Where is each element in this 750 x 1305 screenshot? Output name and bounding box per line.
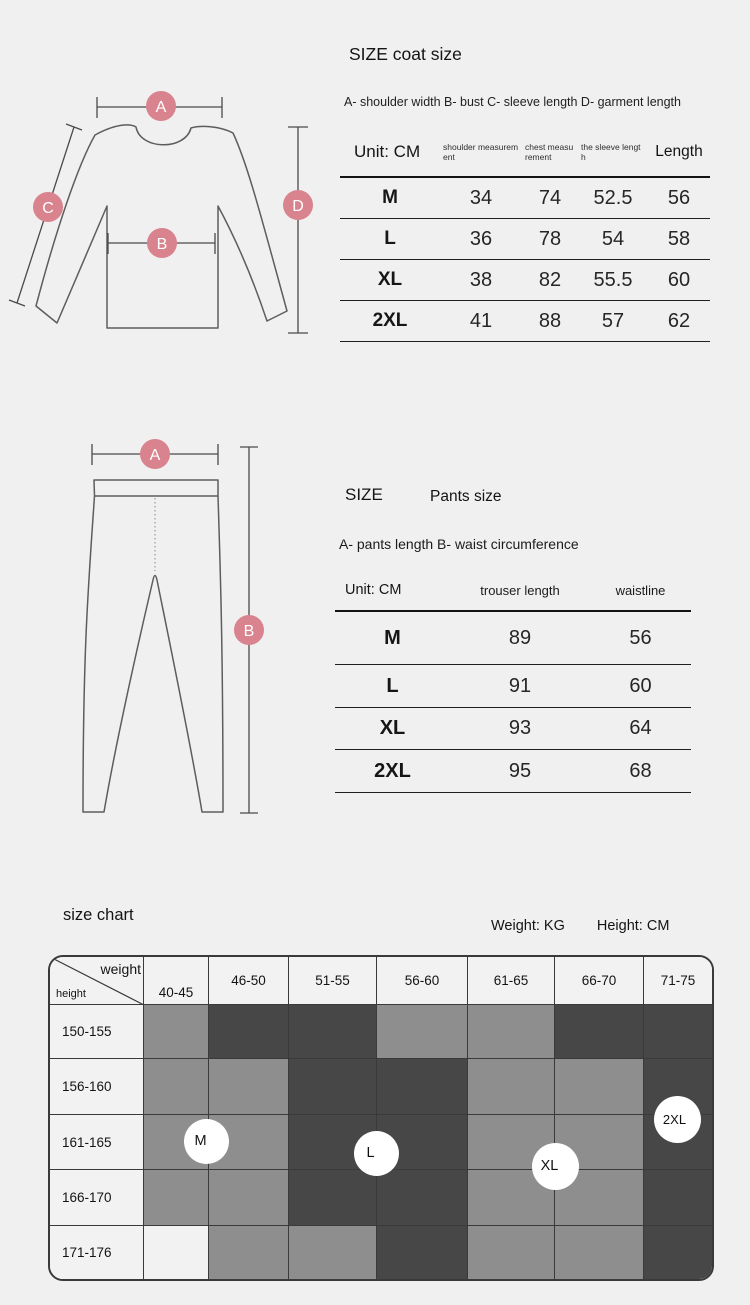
coat-column-length: Length [655, 143, 703, 160]
coat-row-value: 34 [469, 186, 493, 209]
coat-row-value: 82 [538, 268, 562, 291]
height-row-header: 171-176 [50, 1226, 144, 1279]
coat-row-size-label: L [384, 228, 396, 249]
size-grid-cell [289, 1005, 377, 1059]
label-b-marker [147, 228, 177, 258]
size-grid-cell [377, 1005, 468, 1059]
size-grid-cell [644, 1226, 712, 1279]
size-grid-cell [555, 1059, 644, 1115]
size-grid-row [50, 1170, 712, 1226]
corner-weight-label: weight [100, 961, 141, 977]
label-b-marker [234, 615, 264, 645]
label-d-marker [283, 190, 313, 220]
coat-column-chest: chest measurement [525, 141, 574, 162]
coat-row-size-label: M [382, 187, 398, 208]
pants-column-trouser-length: trouser length [480, 582, 560, 598]
size-grid-row [50, 1005, 712, 1059]
pants-row-size-label: M [384, 626, 401, 649]
weight-height-corner-cell [50, 957, 144, 1005]
coat-row-value: 58 [667, 227, 691, 250]
label-c-marker [33, 192, 63, 222]
weight-column-header: 46-50 [209, 957, 289, 1005]
weight-unit-label: Weight: KG [491, 918, 565, 934]
coat-size-legend: A- shoulder width B- bust C- sleeve length D- garment length [344, 95, 681, 109]
label-a-marker [140, 439, 170, 469]
size-grid-cell [289, 1226, 377, 1279]
coat-column-shoulder: shoulder measurement [443, 141, 519, 162]
coat-table-row [340, 219, 710, 260]
coat-table-header [340, 128, 710, 178]
pants-measurement-diagram [0, 440, 300, 832]
size-grid-cell [377, 1170, 468, 1226]
pants-size-title: SIZE [345, 485, 383, 504]
size-grid-cell [209, 1005, 289, 1059]
height-row-header: 161-165 [50, 1115, 144, 1170]
size-grid-cell [377, 1059, 468, 1115]
pants-outline [83, 480, 223, 812]
pants-row-value: 64 [629, 717, 652, 739]
size-grid-cell [644, 1005, 712, 1059]
size-grid-row [50, 1226, 712, 1279]
size-grid-cell [289, 1170, 377, 1226]
pants-table-row [335, 750, 691, 793]
size-marker-2xl: 2XL [654, 1096, 701, 1143]
coat-row-value: 36 [469, 227, 493, 250]
pants-row-size-label: XL [379, 717, 406, 739]
weight-column-header: 40-45 [144, 957, 209, 1005]
coat-row-value: 56 [667, 186, 691, 209]
weight-column-header: 56-60 [377, 957, 468, 1005]
size-marker-l: L [354, 1131, 399, 1176]
pants-size-legend: A- pants length B- waist circumference [339, 536, 579, 552]
size-grid-cell [209, 1170, 289, 1226]
pants-row-value: 89 [508, 626, 532, 649]
coat-row-size-label: XL [377, 269, 403, 290]
pants-table-row [335, 708, 691, 750]
size-marker-xl: XL [532, 1143, 579, 1190]
pants-row-value: 95 [508, 759, 532, 782]
height-unit-label: Height: CM [596, 918, 670, 934]
size-grid-cell [144, 1005, 209, 1059]
coat-unit-label: Unit: CM [354, 142, 421, 161]
pants-column-waistline: waistline [615, 582, 666, 598]
height-row-header: 166-170 [50, 1170, 144, 1226]
coat-size-title: SIZE coat size [349, 44, 462, 64]
pants-table-body [335, 612, 691, 793]
size-chart-units [491, 918, 669, 934]
size-grid-cell [555, 1005, 644, 1059]
size-grid-cell [468, 1005, 555, 1059]
coat-row-value: 55.5 [593, 268, 633, 291]
pants-unit-label: Unit: CM [345, 582, 402, 598]
pants-row-value: 91 [508, 674, 532, 697]
corner-height-label: height [56, 988, 86, 1000]
size-marker-m: M [184, 1119, 229, 1164]
label-d-text: D [292, 198, 304, 215]
height-row-header: 150-155 [50, 1005, 144, 1059]
coat-row-value: 41 [469, 309, 493, 332]
pants-size-subtitle: Pants size [430, 488, 502, 505]
coat-row-value: 74 [538, 186, 562, 209]
size-grid-header-row [50, 957, 712, 1005]
coat-row-value: 60 [667, 268, 691, 291]
label-a-marker [146, 91, 176, 121]
size-grid-cell [144, 1226, 209, 1279]
size-chart-title: size chart [63, 906, 134, 924]
coat-table-body [340, 178, 710, 342]
coat-row-value: 52.5 [593, 186, 633, 209]
coat-row-value: 57 [601, 309, 625, 332]
coat-row-value: 88 [538, 309, 562, 332]
label-c-text: C [42, 200, 54, 217]
size-grid-cell [144, 1170, 209, 1226]
coat-table-row [340, 260, 710, 301]
size-grid-cell [468, 1059, 555, 1115]
pants-row-size-label: 2XL [374, 759, 411, 782]
coat-size-table [340, 128, 710, 342]
pants-size-table [335, 570, 691, 793]
weight-column-header: 66-70 [555, 957, 644, 1005]
size-grid-cell [144, 1059, 209, 1115]
size-grid-cell [209, 1059, 289, 1115]
pants-row-value: 68 [629, 759, 652, 782]
size-grid-cell [555, 1226, 644, 1279]
coat-row-value: 78 [538, 227, 562, 250]
pants-row-value: 93 [508, 717, 532, 739]
height-row-header: 156-160 [50, 1059, 144, 1115]
coat-measurement-diagram [0, 80, 340, 352]
size-chart-grid [48, 955, 714, 1281]
label-b-text: B [156, 236, 168, 253]
pants-row-size-label: L [386, 674, 399, 697]
pants-label-a-text: A [149, 447, 161, 464]
weight-column-header: 61-65 [468, 957, 555, 1005]
pants-row-value: 60 [629, 674, 652, 697]
coat-column-sleeve: the sleeve length [581, 141, 641, 162]
weight-column-header: 51-55 [289, 957, 377, 1005]
pants-row-value: 56 [629, 626, 652, 649]
size-grid-cell [209, 1226, 289, 1279]
coat-row-value: 62 [667, 309, 691, 332]
weight-column-header: 71-75 [644, 957, 712, 1005]
coat-row-value: 38 [469, 268, 493, 291]
pants-table-row [335, 665, 691, 708]
pants-label-b-text: B [243, 623, 255, 640]
size-grid-cell [377, 1226, 468, 1279]
shirt-outline [36, 125, 287, 328]
size-grid-row [50, 1059, 712, 1115]
label-a-text: A [155, 99, 167, 116]
size-grid-cell [289, 1059, 377, 1115]
coat-row-value: 54 [601, 227, 625, 250]
coat-table-row [340, 301, 710, 342]
pants-table-row [335, 612, 691, 665]
coat-row-size-label: 2XL [372, 310, 408, 331]
garment-length-measure-line [288, 127, 308, 333]
pants-table-header [335, 570, 691, 612]
size-grid-cell [468, 1226, 555, 1279]
coat-table-row [340, 178, 710, 219]
size-grid-cell [644, 1170, 712, 1226]
